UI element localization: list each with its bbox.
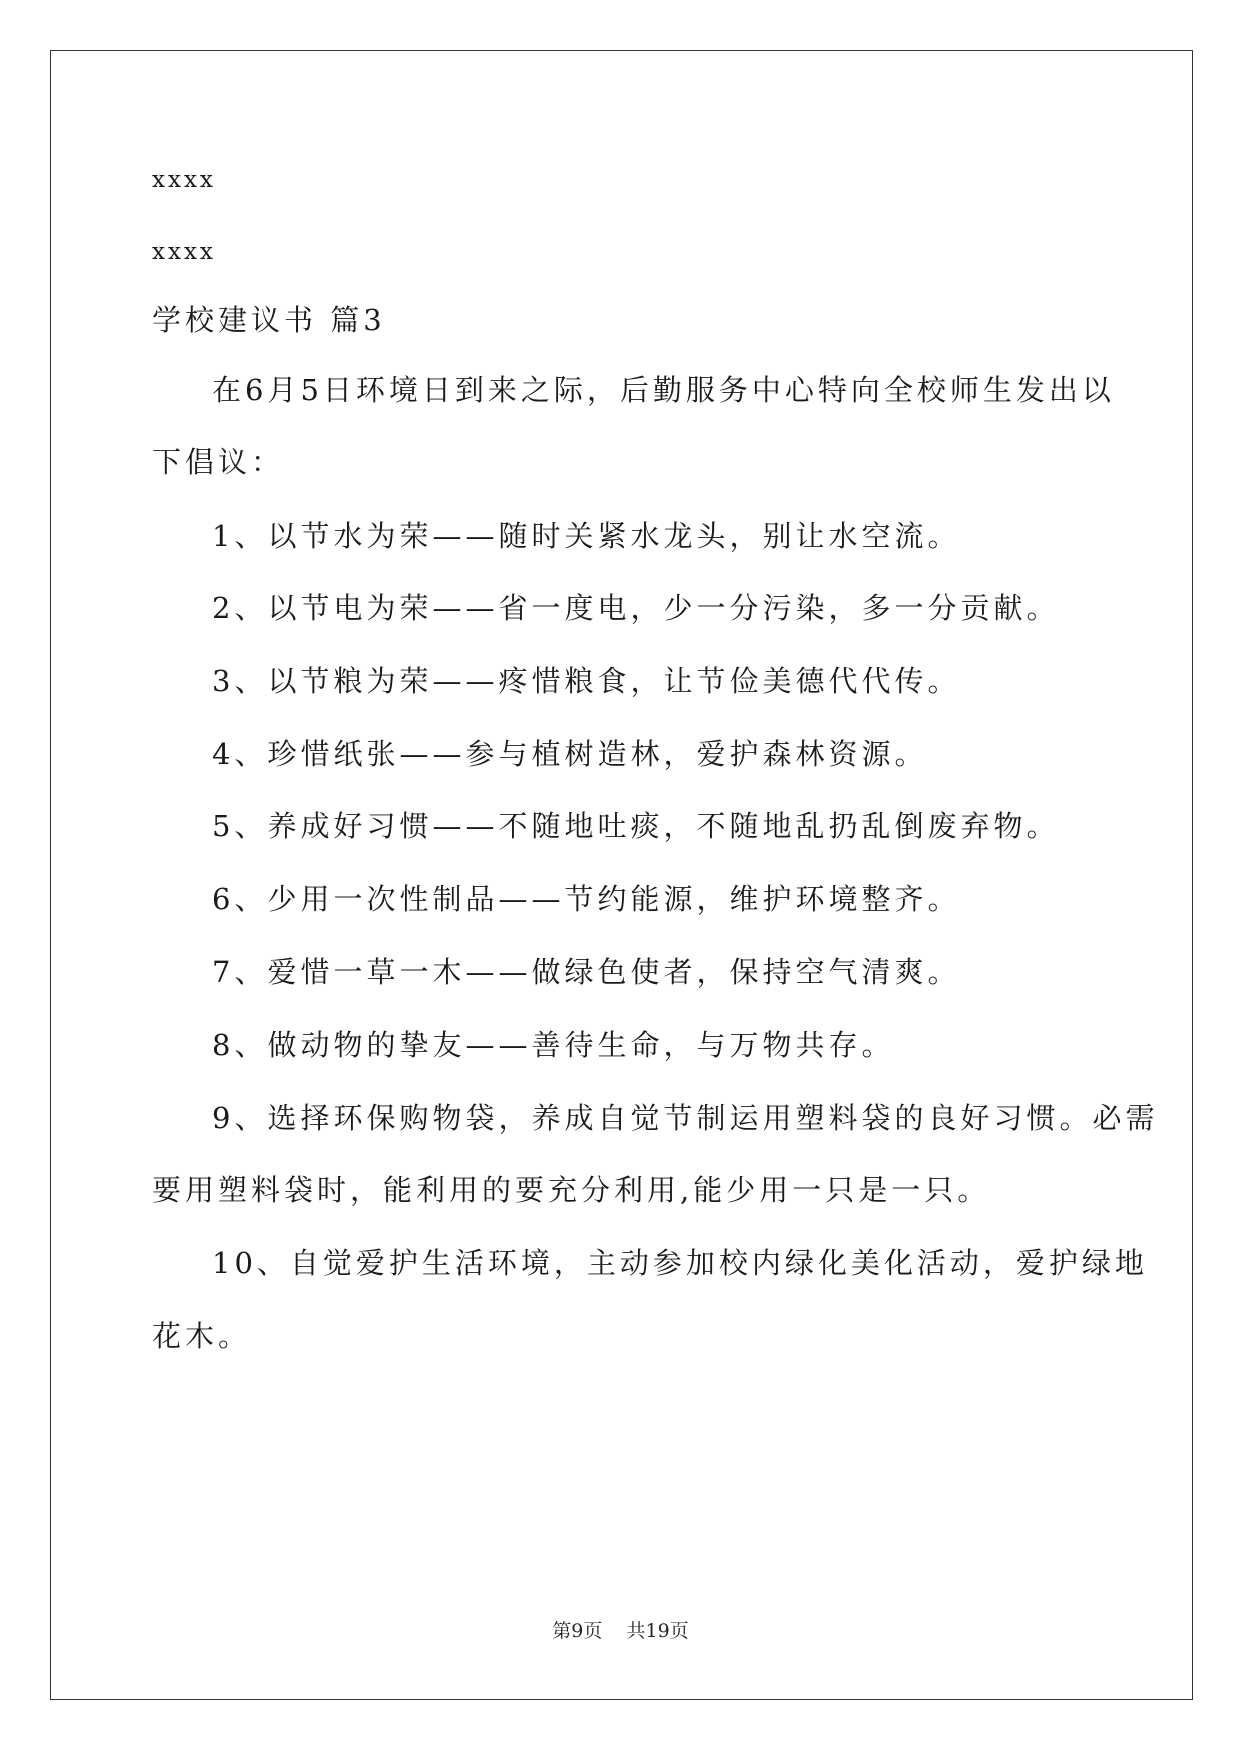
intro-paragraph-line-1: 在6月5日环境日到来之际，后勤服务中心特向全校师生发出以 [212, 373, 1115, 407]
list-item: 3、以节粮为荣——疼惜粮食，让节俭美德代代传。 [212, 664, 961, 698]
list-item: 1、以节水为荣——随时关紧水龙头，别让水空流。 [212, 519, 961, 553]
list-item: 5、养成好习惯——不随地吐痰，不随地乱扔乱倒废弃物。 [212, 809, 1060, 843]
intro-paragraph-line-2: 下倡议： [152, 445, 285, 479]
page-border [50, 50, 1193, 1700]
section-title: 学校建议书 篇3 [152, 303, 386, 337]
list-item: 8、做动物的挚友——善待生命，与万物共存。 [212, 1028, 895, 1062]
list-item-10-line-2: 花木。 [152, 1319, 252, 1353]
list-item-10-line-1: 10、自觉爱护生活环境，主动参加校内绿化美化活动，爱护绿地 [212, 1246, 1148, 1280]
page-number: 第9页 共19页 [552, 1620, 689, 1642]
list-item-9-line-2: 要用塑料袋时，能利用的要充分利用,能少用一只是一只。 [152, 1173, 991, 1207]
signature-line-2: xxxx [152, 239, 216, 265]
list-item: 2、以节电为荣——省一度电，少一分污染，多一分贡献。 [212, 591, 1060, 625]
list-item-9-line-1: 9、选择环保购物袋，养成自觉节制运用塑料袋的良好习惯。必需 [212, 1101, 1159, 1135]
list-item: 7、爱惜一草一木——做绿色使者，保持空气清爽。 [212, 955, 961, 989]
signature-line-1: xxxx [152, 167, 216, 193]
list-item: 6、少用一次性制品——节约能源，维护环境整齐。 [212, 882, 961, 916]
list-item: 4、珍惜纸张——参与植树造林，爱护森林资源。 [212, 737, 928, 771]
